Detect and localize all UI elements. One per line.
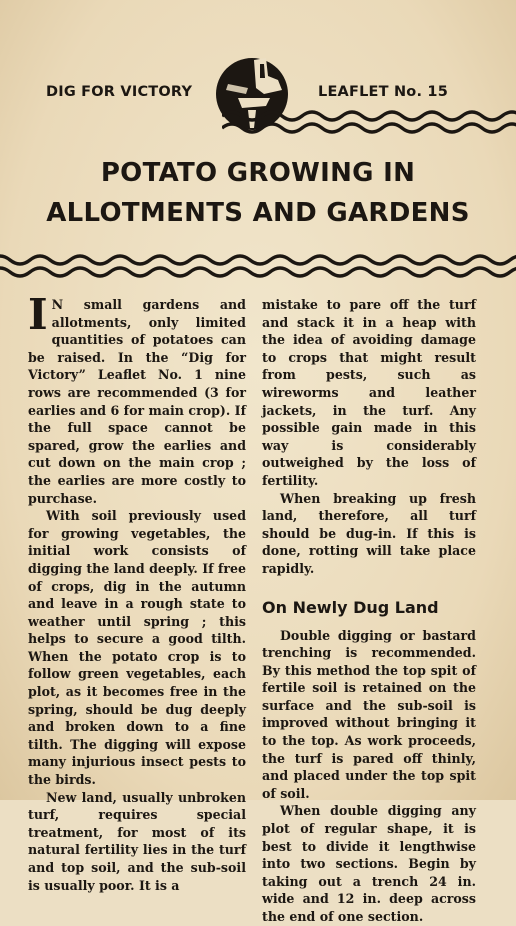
paragraph: mistake to pare off the turf and stack it in a heap with the idea of avoiding damage to crops that might result from pests, such as wireworms and leather jackets, in the turf. Any possible gain made in this way is considerably outweighed by the loss of fertility. [262,297,476,488]
header-leaflet-number: LEAFLET No. 15 [318,84,448,100]
paragraph: When double digging any plot of regular shape, it is best to divide it lengthwise into two sections. Begin by taking out a trench 24 in. wide and 12 in. deep across the end of one section. [262,803,476,924]
drop-cap: I [28,290,48,339]
paragraph-text: N small gardens and allotments, only limited quantities of potatoes can be raised. In the “Dig for Victory” Leaflet No. 1 nine rows are recommended (3 for earlies and 6 for main crop). If the full space cannot be spared, grow the earlies and cut down on the main crop ; the earlies are more costly to purchase. [28,297,246,506]
section-heading: On Newly Dug Land [262,597,439,617]
header-wave-divider [222,104,516,140]
right-text-column [262,296,476,926]
page-title-line-2: ALLOTMENTS AND GARDENS [46,198,470,228]
title-wave-divider [0,248,516,284]
paragraph [28,290,246,507]
left-text-column [28,290,246,894]
paragraph: When breaking up fresh land, therefore, all turf should be dug-in. If this is done, rotting will take place rapidly. [262,490,476,576]
paragraph: New land, usually unbroken turf, requires special treatment, for most of its natural fertility lies in the turf and top soil, and the sub-soil is usually poor. It is a [28,789,246,893]
paragraph: With soil previously used for growing vegetables, the initial work consists of digging the land deeply. If free of crops, dig in the autumn and leave in a rough state to weather until spring ; this helps to secure a good tilth. When the potato crop is to follow green vegetables, each plot, as it becomes free in the spring, should be dug deeply and broken down to a fine tilth. The digging will expose many injurious insect pests to the birds. [28,508,246,788]
paragraph: Double digging or bastard trenching is recommended. By this method the top spit of fertile soil is retained on the surface and the sub-soil is improved without bringing it to the top. As work proceeds, the turf is pared off thinly, and placed under the top spit of soil. [262,627,476,801]
header-series-label: DIG FOR VICTORY [46,84,193,100]
page-title-line-1: POTATO GROWING IN [100,158,416,188]
